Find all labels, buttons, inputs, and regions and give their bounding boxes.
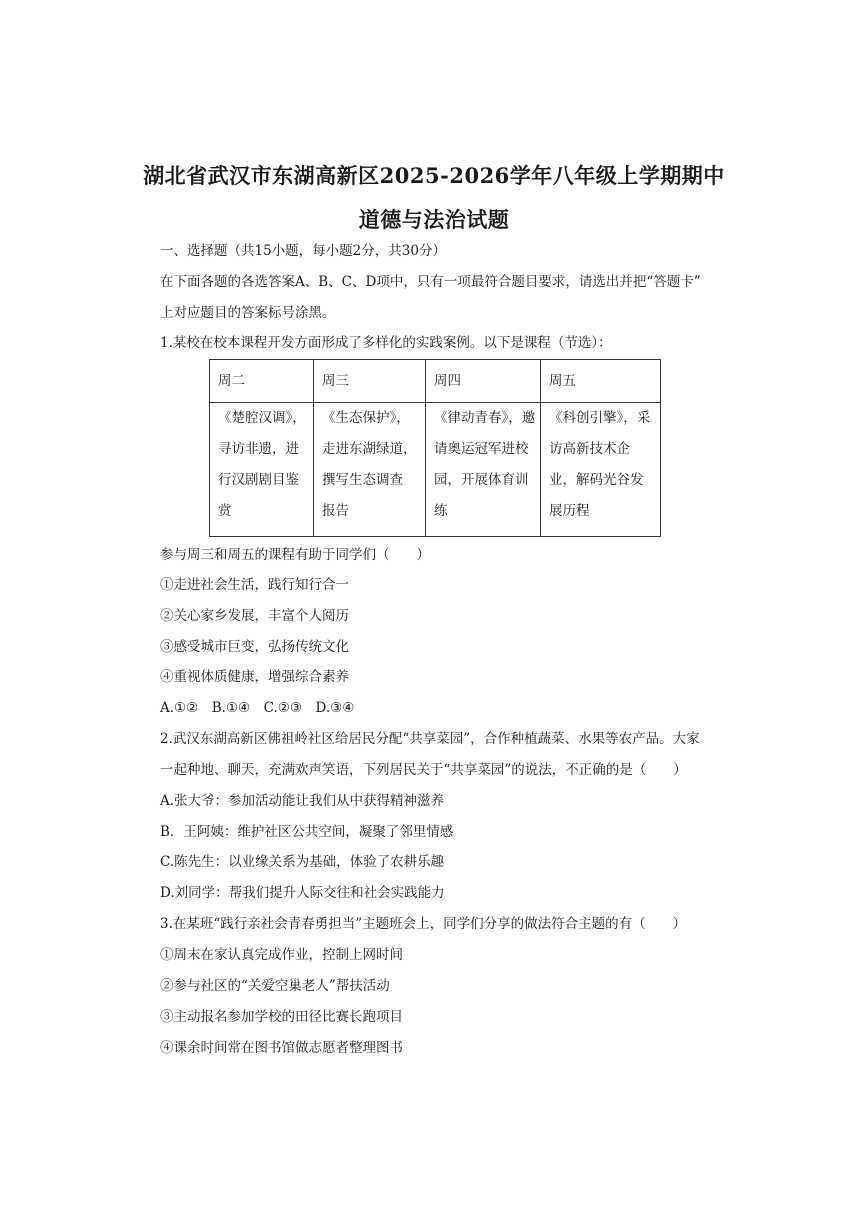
course-table-header-row (210, 360, 661, 403)
table-cell-line: 走进东湖绿道， (322, 441, 417, 457)
question-3-item: ②参与社区的“关爱空巢老人”帮扶活动 (160, 978, 390, 994)
table-header-cell: 周四 (426, 360, 541, 403)
table-cell (210, 403, 314, 537)
course-table (209, 359, 661, 537)
question-1-item: ①走进社会生活，践行知行合一 (160, 577, 349, 593)
question-3-stem: 3.在某班“践行亲社会青春勇担当”主题班会上，同学们分享的做法符合主题的有（ ） (160, 916, 687, 932)
table-cell-line: 赏 (218, 503, 232, 519)
question-1-prompt: 参与周三和周五的课程有助于同学们（ ） (160, 547, 430, 563)
question-2-option: D.刘同学：帮我们提升人际交往和社会实践能力 (160, 885, 445, 901)
question-2-option: B．王阿姨：维护社区公共空间，凝聚了邻里情感 (160, 824, 454, 840)
instruction-line: 在下面各题的各选答案A、B、C、D项中，只有一项最符合题目要求，请选出并把“答题卡” (160, 274, 701, 290)
table-cell-line: 行汉剧剧目鉴 (218, 472, 299, 488)
question-3-item: ④课余时间常在图书馆做志愿者整理图书 (160, 1040, 403, 1056)
table-cell-line: 报告 (322, 503, 349, 519)
question-2-stem: 2.武汉东湖高新区佛祖岭社区给居民分配“共享菜园”，合作种植蔬菜、水果等农产品。大家 (160, 731, 700, 747)
question-3-item: ③主动报名参加学校的田径比赛长跑项目 (160, 1009, 403, 1025)
table-cell-line: 《生态保护》， (322, 410, 410, 426)
table-cell-line: 请奥运冠军进校 (434, 441, 529, 457)
table-header-cell: 周二 (210, 360, 314, 403)
table-cell-line: 寻访非遗，进 (218, 441, 299, 457)
question-1-item: ③感受城市巨变，弘扬传统文化 (160, 639, 349, 655)
table-cell-line: 《科创引擎》，采 (549, 410, 651, 426)
question-2-option: A.张大爷：参加活动能让我们从中获得精神滋养 (160, 793, 445, 809)
instruction-line: 上对应题目的答案标号涂黑。 (160, 305, 336, 321)
table-cell (426, 403, 541, 537)
table-header-cell: 周五 (541, 360, 661, 403)
question-1-item: ②关心家乡发展，丰富个人阅历 (160, 608, 349, 624)
exam-title: 湖北省武汉市东湖高新区2025-2026学年八年级上学期期中 (143, 163, 725, 188)
table-cell-line: 访高新技术企 (549, 441, 630, 457)
table-cell (541, 403, 661, 537)
question-1-item: ④重视体质健康，增强综合素养 (160, 669, 349, 685)
table-cell-line: 园，开展体育训 (434, 472, 529, 488)
question-1-stem: 1.某校在校本课程开发方面形成了多样化的实践案例。以下是课程（节选）： (160, 335, 612, 351)
question-2-stem: 一起种地、聊天，充满欢声笑语，下列居民关于“共享菜园”的说法，不正确的是（ ） (160, 762, 687, 778)
table-cell-line: 撰写生态调查 (322, 472, 403, 488)
course-table-body-row (210, 403, 661, 537)
section-heading: 一、选择题（共15小题，每小题2分，共30分） (160, 243, 446, 259)
table-cell-line: 《律动青春》，邀 (434, 410, 536, 426)
table-cell (314, 403, 426, 537)
question-3-item: ①周末在家认真完成作业，控制上网时间 (160, 947, 403, 963)
question-1-options: A.①② B.①④ C.②③ D.③④ (160, 700, 355, 716)
table-cell-line: 《楚腔汉调》， (218, 410, 306, 426)
table-cell-line: 展历程 (549, 503, 590, 519)
exam-subtitle: 道德与法治试题 (358, 207, 510, 232)
question-2-option: C.陈先生：以业缘关系为基础，体验了农耕乐趣 (160, 854, 445, 870)
table-header-cell: 周三 (314, 360, 426, 403)
table-cell-line: 业，解码光谷发 (549, 472, 644, 488)
table-cell-line: 练 (434, 503, 448, 519)
